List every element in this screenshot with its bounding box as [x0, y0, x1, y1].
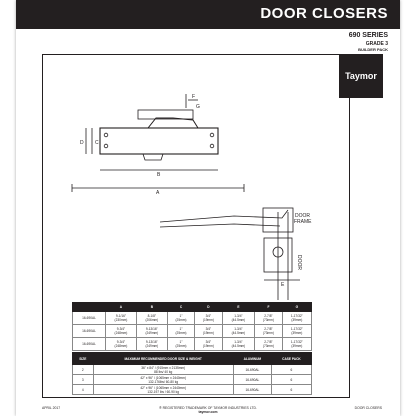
- header-title: DOOR CLOSERS: [260, 5, 388, 22]
- dim-header: A: [105, 303, 136, 312]
- sizing-cell: 42" x 96" / (1065mm x 2440mm) 132-176lbs/ 60-80 kg: [93, 375, 233, 385]
- dim-cell: 1-17/32" (39mm): [282, 312, 311, 325]
- dim-header: B: [136, 303, 167, 312]
- dim-cell: 2-7/8" (73mm): [255, 325, 282, 338]
- label-f: F: [192, 94, 196, 100]
- label-c: C: [95, 140, 99, 146]
- dimensions-table: [72, 302, 312, 351]
- dim-cell: 3/4" (19mm): [195, 338, 222, 351]
- table-row: [73, 338, 312, 351]
- label-e: E: [281, 282, 285, 288]
- dim-cell: 2-7/8" (73mm): [255, 312, 282, 325]
- footer-trademark: ® REGISTERED TRADEMARK OF TAYMOR INDUSTRIES LTD.: [159, 406, 257, 410]
- dim-cell: 9-1/16" (230mm): [105, 312, 136, 325]
- closer-valve: [143, 154, 163, 160]
- closer-body: [100, 128, 218, 154]
- table-row: [73, 365, 312, 375]
- dim-cell: 1-17/32" (39mm): [282, 325, 311, 338]
- sizing-cell: 36" x 84" / (915mm x 2135mm) 88 lbs/ 40 kg: [93, 365, 233, 375]
- screw: [210, 144, 214, 148]
- sizing-header: CASE PACK: [271, 353, 311, 365]
- sizing-cell: 4: [73, 385, 94, 395]
- label-g: G: [196, 104, 200, 110]
- pack-label: BUILDER PACK: [358, 47, 388, 52]
- dim-header: G: [282, 303, 311, 312]
- sizing-cell: 16-690AL: [233, 385, 271, 395]
- dim-cell: 1" (25mm): [167, 312, 194, 325]
- dim-cell: 8-1/8" (206mm): [136, 312, 167, 325]
- sizing-cell: 16-690AL: [233, 375, 271, 385]
- dim-cell: 16-690AL: [73, 338, 106, 351]
- dim-cell: 9-13/16" (249mm): [136, 325, 167, 338]
- label-a: A: [156, 190, 160, 196]
- sizing-cell: 16-690AL: [233, 365, 271, 375]
- sizing-cell: 6: [271, 385, 311, 395]
- footer-site[interactable]: taymor.com: [198, 410, 218, 414]
- label-door-frame-1: DOOR: [295, 213, 310, 219]
- table-row: [73, 325, 312, 338]
- sizing-cell: 6: [271, 375, 311, 385]
- label-door: DOOR: [296, 255, 302, 270]
- dim-cell: 1" (25mm): [167, 325, 194, 338]
- dim-cell: 1-3/4" (44.5mm): [222, 338, 255, 351]
- sizing-header-row: [73, 353, 312, 365]
- sizing-header: ALUMINUM: [233, 353, 271, 365]
- dim-cell: 1-3/4" (44.5mm): [222, 312, 255, 325]
- dim-cell: 16-690AL: [73, 325, 106, 338]
- series-title: 690 SERIES: [348, 32, 388, 39]
- sizing-cell: 42" x 96" / (1065mm x 2440mm) 132-197 lbs / 60-90 kg: [93, 385, 233, 395]
- dim-cell: 9-13/16" (249mm): [136, 338, 167, 351]
- taymor-logo: Taymor: [339, 54, 383, 98]
- table-row: [73, 312, 312, 325]
- label-door-frame-2: FRAME: [294, 219, 312, 225]
- screw: [104, 133, 108, 137]
- footer-label: DOOR CLOSERS: [354, 406, 382, 410]
- closer-arm: [148, 118, 198, 128]
- dim-cell: 3/4" (19mm): [195, 325, 222, 338]
- dim-cell: 9-3/4" (248mm): [105, 325, 136, 338]
- label-b: B: [157, 172, 161, 178]
- dim-header: E: [222, 303, 255, 312]
- sizing-cell: 6: [271, 365, 311, 375]
- screw: [104, 144, 108, 148]
- sizing-header: MAXIMUM RECOMMENDED DOOR SIZE & WEIGHT: [93, 353, 233, 365]
- sizing-cell: 3: [73, 375, 94, 385]
- dim-cell: 1-3/4" (44.5mm): [222, 325, 255, 338]
- header-bar: [16, 0, 400, 29]
- dim-cell: 9-3/4" (248mm): [105, 338, 136, 351]
- sizing-header: SIZE: [73, 353, 94, 365]
- grade-label: GRADE 3: [365, 41, 388, 47]
- dimensions-header-row: [73, 303, 312, 312]
- dim-header: D: [195, 303, 222, 312]
- dim-cell: 1-17/32" (39mm): [282, 338, 311, 351]
- sizing-cell: 2: [73, 365, 94, 375]
- dim-header: [73, 303, 106, 312]
- dim-cell: 2-7/8" (73mm): [255, 338, 282, 351]
- screw: [210, 133, 214, 137]
- table-row: [73, 375, 312, 385]
- dim-header: F: [255, 303, 282, 312]
- footer-date: APRIL 2017: [42, 406, 61, 410]
- side-arm: [160, 210, 288, 222]
- table-row: [73, 385, 312, 395]
- sizing-table: [72, 352, 312, 395]
- dim-cell: 16-690AL: [73, 312, 106, 325]
- closer-diagram: [48, 90, 312, 295]
- label-d: D: [80, 140, 84, 146]
- dim-cell: 1" (25mm): [167, 338, 194, 351]
- dim-header: C: [167, 303, 194, 312]
- dim-cell: 3/4" (19mm): [195, 312, 222, 325]
